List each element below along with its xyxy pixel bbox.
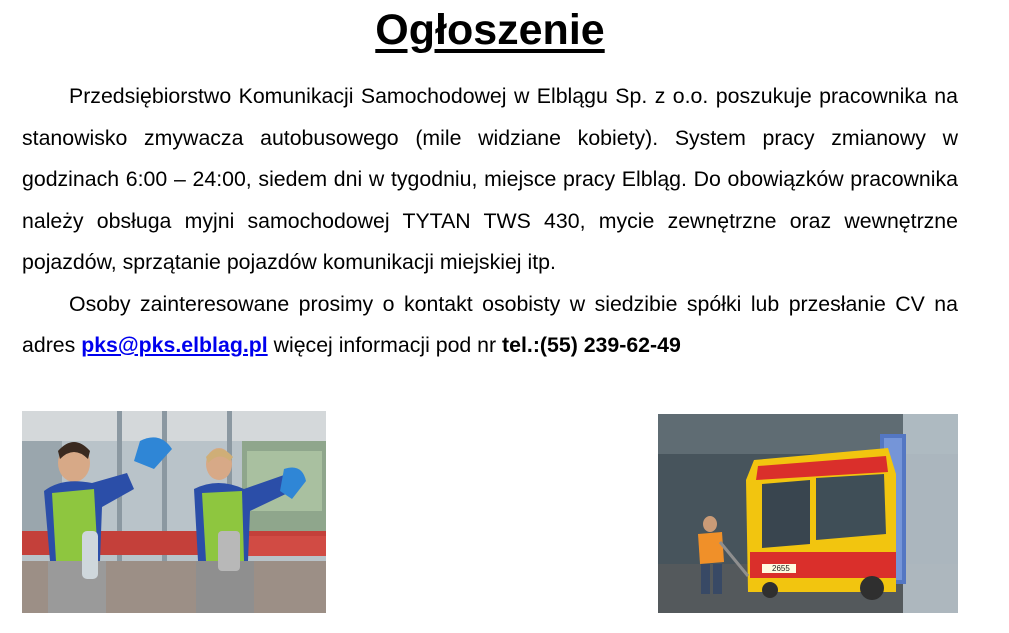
bus-wash-illustration: [658, 414, 958, 613]
paragraph-contact: [22, 284, 958, 367]
page-title: Ogłoszenie: [375, 6, 605, 54]
bus-fleet-number: 2655: [772, 564, 790, 573]
contact-info-text: więcej informacji pod nr: [273, 333, 497, 357]
paragraph-job-description: Przedsiębiorstwo Komunikacji Samochodowej w Elblągu Sp. z o.o. poszukuje pracownika na stanowisko zmywacza autobusowego (mile widziane kobiety). System pracy zmianowy w godzinach 6:00 – 24:00, siedem dni w tygodniu, miejsce pracy Elbląg. Do obowiązków pracownika należy obsługa myjni samochodowej TYTAN TWS 430, mycie zewnętrzne oraz wewnętrzne pojazdów, sprzątanie pojazdów komunikacji miejskiej itp.: [22, 84, 958, 274]
photo-cleaners-in-bus: [22, 411, 326, 613]
contact-intro-text: Osoby zainteresowane prosimy o kontakt osobisty w siedzibie spółki lub przesłanie CV na adres: [22, 291, 958, 357]
photo-bus-car-wash: [658, 414, 958, 613]
cleaners-illustration: [22, 411, 326, 613]
email-link[interactable]: pks@pks.elblag.pl: [81, 333, 268, 357]
announcement-body: [22, 76, 958, 367]
phone-number: tel.:(55) 239-62-49: [502, 333, 681, 357]
